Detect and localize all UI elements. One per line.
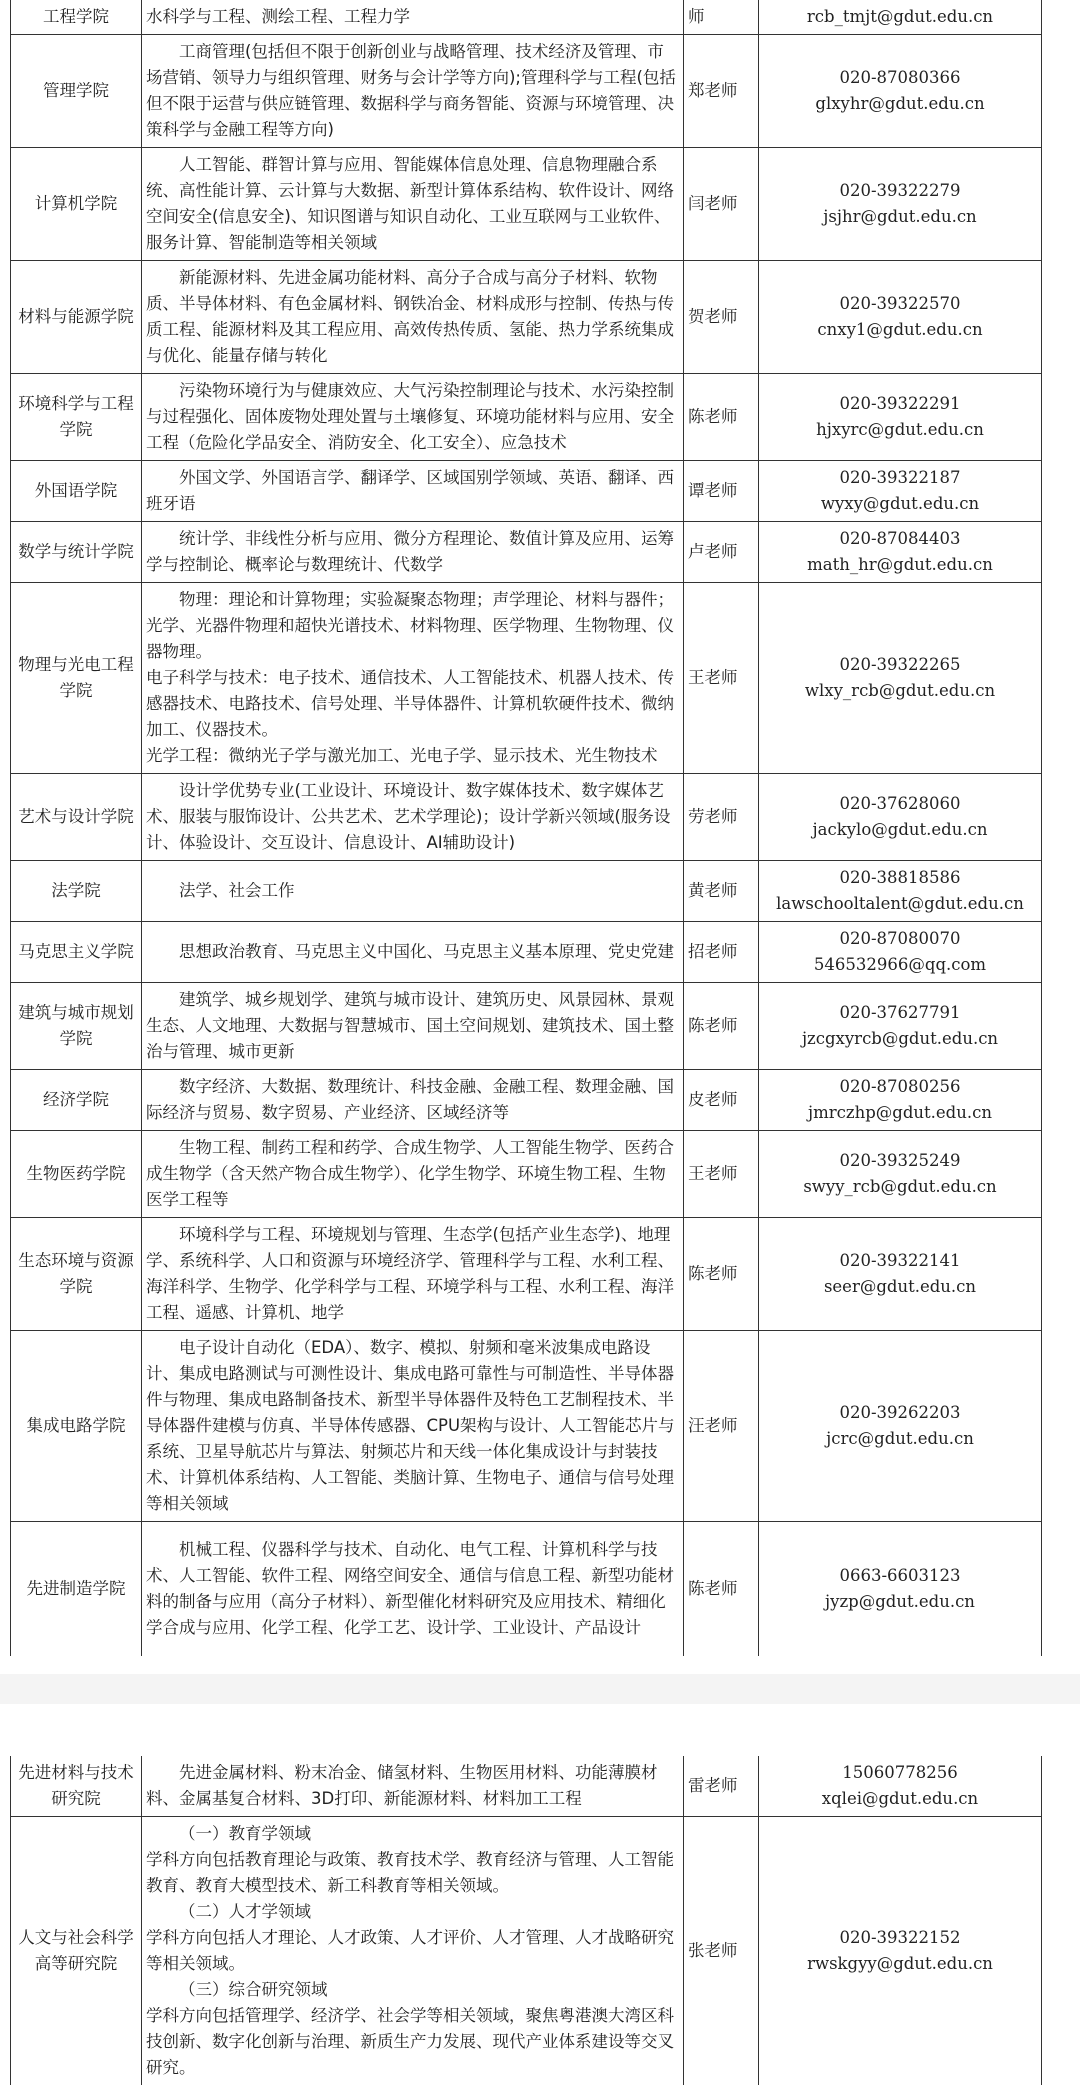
contact-person: 雷老师 xyxy=(684,1756,759,1817)
department-name: 环境科学与工程学院 xyxy=(11,374,142,461)
table-row xyxy=(11,522,1042,583)
department-name: 艺术与设计学院 xyxy=(11,774,142,861)
contact-person: 师 xyxy=(684,0,759,35)
field-paragraph: 设计学优势专业(工业设计、环境设计、数字媒体技术、数字媒体艺术、服装与服饰设计、公共艺术、艺术学理论)；设计学新兴领域(服务设计、体验设计、交互设计、信息设计、AI辅助设计) xyxy=(146,778,679,856)
field-paragraph: 光学工程：微纳光子学与激光加工、光电子学、显示技术、光生物技术 xyxy=(146,743,679,769)
contact-person: 劳老师 xyxy=(684,774,759,861)
email-address: rwskgyy@gdut.edu.cn xyxy=(763,1951,1037,1977)
table-row xyxy=(11,1131,1042,1218)
email-address: rcb_tmjt@gdut.edu.cn xyxy=(763,4,1037,30)
contact-person: 贺老师 xyxy=(684,261,759,374)
department-name: 物理与光电工程学院 xyxy=(11,583,142,774)
research-fields xyxy=(142,461,684,522)
field-paragraph: （三）综合研究领域 xyxy=(146,1977,679,2003)
contact-person: 陈老师 xyxy=(684,1522,759,1656)
table-row xyxy=(11,35,1042,148)
contact-info xyxy=(759,1218,1042,1331)
department-name: 管理学院 xyxy=(11,35,142,148)
research-fields xyxy=(142,774,684,861)
table-row xyxy=(11,461,1042,522)
phone-number: 0663-6603123 xyxy=(763,1563,1037,1589)
contact-info xyxy=(759,1522,1042,1656)
field-paragraph: 物理：理论和计算物理；实验凝聚态物理；声学理论、材料与器件；光学、光器件物理和超快光谱技术、材料物理、医学物理、生物物理、仪器物理。 xyxy=(146,587,679,665)
department-name: 经济学院 xyxy=(11,1070,142,1131)
table-row xyxy=(11,1522,1042,1656)
department-name: 法学院 xyxy=(11,861,142,922)
email-address: wlxy_rcb@gdut.edu.cn xyxy=(763,678,1037,704)
field-paragraph: 新能源材料、先进金属功能材料、高分子合成与高分子材料、软物质、半导体材料、有色金属材料、钢铁冶金、材料成形与控制、传热与传质工程、能源材料及其工程应用、高效传热传质、氢能、热力学系统集成与优化、能量存储与转化 xyxy=(146,265,679,369)
contact-person: 王老师 xyxy=(684,1131,759,1218)
email-address: jsjhr@gdut.edu.cn xyxy=(763,204,1037,230)
research-fields xyxy=(142,1756,684,1817)
table-row xyxy=(11,261,1042,374)
field-paragraph: 建筑学、城乡规划学、建筑与城市设计、建筑历史、风景园林、景观生态、人文地理、大数据与智慧城市、国土空间规划、建筑技术、国土整治与管理、城市更新 xyxy=(146,987,679,1065)
department-name: 工程学院 xyxy=(11,0,142,35)
contact-person: 郑老师 xyxy=(684,35,759,148)
phone-number: 020-87080070 xyxy=(763,926,1037,952)
field-paragraph: 污染物环境行为与健康效应、大气污染控制理论与技术、水污染控制与过程强化、固体废物处理处置与土壤修复、环境功能材料与应用、安全工程（危险化学品安全、消防安全、化工安全）、应急技术 xyxy=(146,378,679,456)
field-paragraph: 电子设计自动化（EDA）、数字、模拟、射频和毫米波集成电路设计、集成电路测试与可测性设计、集成电路可靠性与可制造性、半导体器件与物理、集成电路制备技术、新型半导体器件及特色工艺制程技术、半导体器件建模与仿真、半导体传感器、CPU架构与设计、人工智能芯片与系统、卫星导航芯片与算法、射频芯片和天线一体化集成设计与封装技术、计算机体系结构、人工智能、类脑计算、生物电子、通信与信号处理等相关领域 xyxy=(146,1335,679,1517)
email-address: jcrc@gdut.edu.cn xyxy=(763,1426,1037,1452)
contact-person: 皮老师 xyxy=(684,1070,759,1131)
phone-number: 020-87080366 xyxy=(763,65,1037,91)
contact-person: 卢老师 xyxy=(684,522,759,583)
phone-number: 020-87084403 xyxy=(763,526,1037,552)
phone-number: 020-39322265 xyxy=(763,652,1037,678)
department-name: 马克思主义学院 xyxy=(11,922,142,983)
email-address: jzcgxyrcb@gdut.edu.cn xyxy=(763,1026,1037,1052)
contact-info xyxy=(759,1756,1042,1817)
contact-info xyxy=(759,261,1042,374)
research-fields xyxy=(142,861,684,922)
field-paragraph: 生物工程、制药工程和药学、合成生物学、人工智能生物学、医药合成生物学（含天然产物合成生物学）、化学生物学、环境生物工程、生物医学工程等 xyxy=(146,1135,679,1213)
department-name: 生物医药学院 xyxy=(11,1131,142,1218)
email-address: glxyhr@gdut.edu.cn xyxy=(763,91,1037,117)
department-name: 人文与社会科学高等研究院 xyxy=(11,1817,142,2085)
table-row xyxy=(11,1218,1042,1331)
table-row xyxy=(11,374,1042,461)
contact-person: 陈老师 xyxy=(684,1218,759,1331)
table-row xyxy=(11,148,1042,261)
email-address: wyxy@gdut.edu.cn xyxy=(763,491,1037,517)
email-address: hjxyrc@gdut.edu.cn xyxy=(763,417,1037,443)
table-row xyxy=(11,1756,1042,1817)
table-row xyxy=(11,1070,1042,1131)
field-paragraph: 法学、社会工作 xyxy=(146,878,679,904)
phone-number: 020-87080256 xyxy=(763,1074,1037,1100)
field-paragraph: 学科方向包括教育理论与政策、教育技术学、教育经济与管理、人工智能教育、教育大模型技术、新工科教育等相关领域。 xyxy=(146,1847,679,1899)
phone-number: 15060778256 xyxy=(763,1760,1037,1786)
contact-person: 谭老师 xyxy=(684,461,759,522)
email-address: xqlei@gdut.edu.cn xyxy=(763,1786,1037,1812)
research-fields xyxy=(142,1817,684,2085)
field-paragraph: 机械工程、仪器科学与技术、自动化、电气工程、计算机科学与技术、人工智能、软件工程、网络空间安全、通信与信息工程、新型功能材料的制备与应用（高分子材料）、新型催化材料研究及应用技术、精细化学合成与应用、化学工程、化学工艺、设计学、工业设计、产品设计 xyxy=(146,1537,679,1641)
contact-person: 张老师 xyxy=(684,1817,759,2085)
phone-number: 020-37627791 xyxy=(763,1000,1037,1026)
recruitment-table-part-2 xyxy=(10,1756,1042,2085)
table-row xyxy=(11,774,1042,861)
email-address: cnxy1@gdut.edu.cn xyxy=(763,317,1037,343)
contact-person: 王老师 xyxy=(684,583,759,774)
field-paragraph: 环境科学与工程、环境规划与管理、生态学(包括产业生态学)、地理学、系统科学、人口和资源与环境经济学、管理科学与工程、水利工程、海洋科学、生物学、化学科学与工程、环境学科与工程、水利工程、海洋工程、遥感、计算机、地学 xyxy=(146,1222,679,1326)
field-paragraph: 先进金属材料、粉末冶金、储氢材料、生物医用材料、功能薄膜材料、金属基复合材料、3D打印、新能源材料、材料加工工程 xyxy=(146,1760,679,1812)
table-row xyxy=(11,983,1042,1070)
field-paragraph: 统计学、非线性分析与应用、微分方程理论、数值计算及应用、运筹学与控制论、概率论与数理统计、代数学 xyxy=(146,526,679,578)
email-address: seer@gdut.edu.cn xyxy=(763,1274,1037,1300)
research-fields xyxy=(142,1131,684,1218)
contact-info xyxy=(759,1331,1042,1522)
field-paragraph: 数字经济、大数据、数理统计、科技金融、金融工程、数理金融、国际经济与贸易、数字贸易、产业经济、区域经济等 xyxy=(146,1074,679,1126)
phone-number: 020-39322187 xyxy=(763,465,1037,491)
field-paragraph: 电子科学与技术：电子技术、通信技术、人工智能技术、机器人技术、传感器技术、电路技术、信号处理、半导体器件、计算机软硬件技术、微纳加工、仪器技术。 xyxy=(146,665,679,743)
contact-person: 黄老师 xyxy=(684,861,759,922)
department-name: 集成电路学院 xyxy=(11,1331,142,1522)
phone-number: 020-39325249 xyxy=(763,1148,1037,1174)
research-fields xyxy=(142,1331,684,1522)
page-break-gap xyxy=(0,1674,1080,1704)
research-fields xyxy=(142,1522,684,1656)
contact-info xyxy=(759,1817,1042,2085)
research-fields xyxy=(142,374,684,461)
contact-info xyxy=(759,1070,1042,1131)
field-paragraph: 外国文学、外国语言学、翻译学、区域国别学领域、英语、翻译、西班牙语 xyxy=(146,465,679,517)
contact-info xyxy=(759,522,1042,583)
research-fields xyxy=(142,35,684,148)
field-paragraph: 水科学与工程、测绘工程、工程力学 xyxy=(146,4,679,30)
research-fields xyxy=(142,0,684,35)
field-paragraph: 工商管理(包括但不限于创新创业与战略管理、技术经济及管理、市场营销、领导力与组织管理、财务与会计学等方向);管理科学与工程(包括但不限于运营与供应链管理、数据科学与商务智能、资源与环境管理、决策科学与金融工程等方向) xyxy=(146,39,679,143)
email-address: lawschooltalent@gdut.edu.cn xyxy=(763,891,1037,917)
contact-info xyxy=(759,148,1042,261)
table-row xyxy=(11,861,1042,922)
table-row xyxy=(11,1331,1042,1522)
field-paragraph: （一）教育学领域 xyxy=(146,1821,679,1847)
contact-person: 汪老师 xyxy=(684,1331,759,1522)
research-fields xyxy=(142,1218,684,1331)
contact-info xyxy=(759,35,1042,148)
department-name: 生态环境与资源学院 xyxy=(11,1218,142,1331)
field-paragraph: 人工智能、群智计算与应用、智能媒体信息处理、信息物理融合系统、高性能计算、云计算与大数据、新型计算体系结构、软件设计、网络空间安全(信息安全)、知识图谱与知识自动化、工业互联网与工业软件、服务计算、智能制造等相关领域 xyxy=(146,152,679,256)
recruitment-table-part-1 xyxy=(10,0,1042,1656)
contact-info xyxy=(759,583,1042,774)
contact-person: 闫老师 xyxy=(684,148,759,261)
contact-info xyxy=(759,774,1042,861)
research-fields xyxy=(142,261,684,374)
department-name: 先进制造学院 xyxy=(11,1522,142,1656)
department-name: 建筑与城市规划学院 xyxy=(11,983,142,1070)
email-address: 546532966@qq.com xyxy=(763,952,1037,978)
email-address: jackylo@gdut.edu.cn xyxy=(763,817,1037,843)
email-address: swyy_rcb@gdut.edu.cn xyxy=(763,1174,1037,1200)
field-paragraph: （二）人才学领域 xyxy=(146,1899,679,1925)
research-fields xyxy=(142,983,684,1070)
email-address: math_hr@gdut.edu.cn xyxy=(763,552,1037,578)
research-fields xyxy=(142,148,684,261)
research-fields xyxy=(142,522,684,583)
email-address: jyzp@gdut.edu.cn xyxy=(763,1589,1037,1615)
contact-info xyxy=(759,1131,1042,1218)
contact-info xyxy=(759,922,1042,983)
research-fields xyxy=(142,1070,684,1131)
department-name: 先进材料与技术研究院 xyxy=(11,1756,142,1817)
research-fields xyxy=(142,583,684,774)
department-name: 计算机学院 xyxy=(11,148,142,261)
department-name: 数学与统计学院 xyxy=(11,522,142,583)
contact-info xyxy=(759,861,1042,922)
contact-person: 招老师 xyxy=(684,922,759,983)
phone-number: 020-39322152 xyxy=(763,1925,1037,1951)
phone-number: 020-38818586 xyxy=(763,865,1037,891)
table-row xyxy=(11,583,1042,774)
field-paragraph: 思想政治教育、马克思主义中国化、马克思主义基本原理、党史党建 xyxy=(146,939,679,965)
contact-info xyxy=(759,374,1042,461)
phone-number: 020-39322570 xyxy=(763,291,1037,317)
phone-number: 020-39262203 xyxy=(763,1400,1037,1426)
department-name: 外国语学院 xyxy=(11,461,142,522)
contact-info xyxy=(759,983,1042,1070)
field-paragraph: 学科方向包括管理学、经济学、社会学等相关领域，聚焦粤港澳大湾区科技创新、数字化创新与治理、新质生产力发展、现代产业体系建设等交叉研究。 xyxy=(146,2003,679,2081)
contact-person: 陈老师 xyxy=(684,983,759,1070)
phone-number: 020-39322279 xyxy=(763,178,1037,204)
department-name: 材料与能源学院 xyxy=(11,261,142,374)
contact-info xyxy=(759,461,1042,522)
phone-number: 020-39322141 xyxy=(763,1248,1037,1274)
table-row xyxy=(11,0,1042,35)
field-paragraph: 学科方向包括人才理论、人才政策、人才评价、人才管理、人才战略研究等相关领域。 xyxy=(146,1925,679,1977)
phone-number: 020-37628060 xyxy=(763,791,1037,817)
phone-number: 020-39322291 xyxy=(763,391,1037,417)
research-fields xyxy=(142,922,684,983)
table-row xyxy=(11,1817,1042,2085)
table-row xyxy=(11,922,1042,983)
contact-person: 陈老师 xyxy=(684,374,759,461)
email-address: jmrczhp@gdut.edu.cn xyxy=(763,1100,1037,1126)
contact-info xyxy=(759,0,1042,35)
